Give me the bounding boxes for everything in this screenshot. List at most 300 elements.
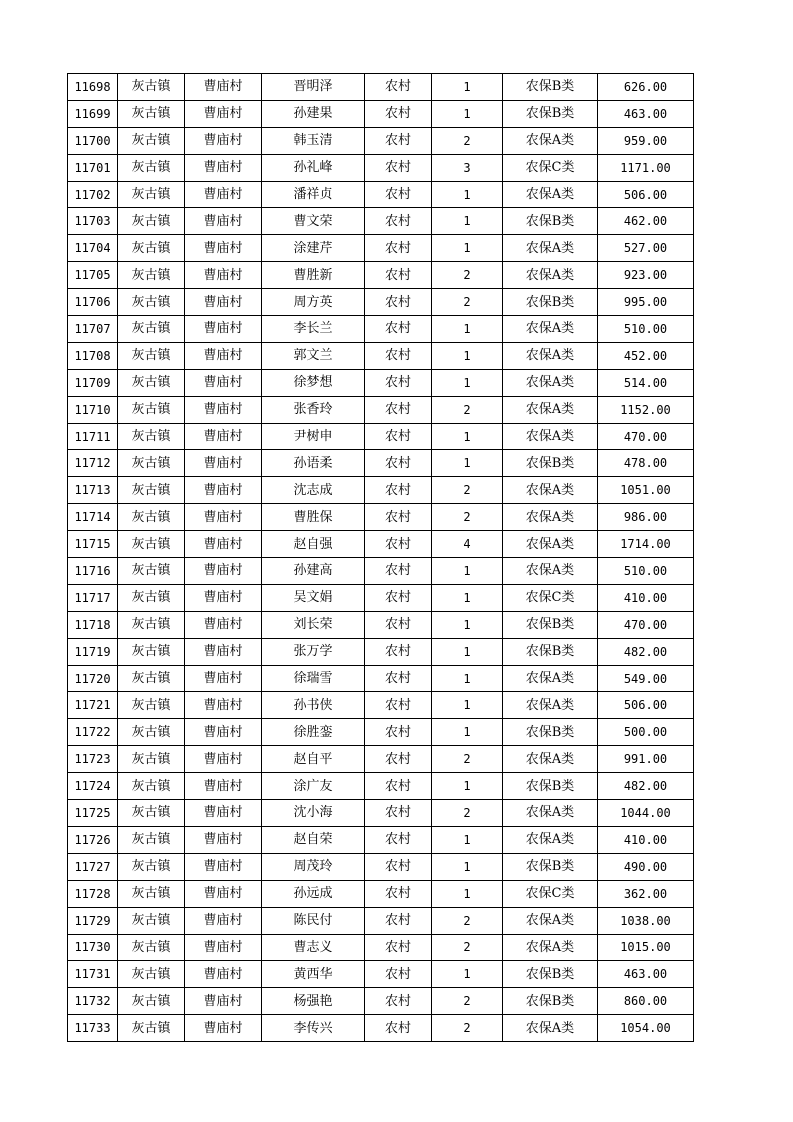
cell-village: 曹庙村: [185, 423, 262, 450]
cell-name: 周方英: [262, 289, 365, 316]
cell-town: 灰古镇: [118, 450, 185, 477]
cell-record-id: 11733: [68, 1015, 118, 1042]
cell-amount: 506.00: [598, 181, 694, 208]
cell-area-type: 农村: [365, 934, 432, 961]
cell-name: 刘长荣: [262, 611, 365, 638]
cell-area-type: 农村: [365, 396, 432, 423]
table-row: [68, 127, 694, 154]
cell-area-type: 农村: [365, 504, 432, 531]
cell-household-count: 1: [432, 665, 503, 692]
cell-record-id: 11725: [68, 800, 118, 827]
cell-area-type: 农村: [365, 531, 432, 558]
cell-town: 灰古镇: [118, 262, 185, 289]
cell-household-count: 2: [432, 1015, 503, 1042]
cell-insurance-category: 农保A类: [503, 369, 598, 396]
cell-amount: 500.00: [598, 719, 694, 746]
cell-area-type: 农村: [365, 316, 432, 343]
cell-village: 曹庙村: [185, 907, 262, 934]
cell-record-id: 11713: [68, 477, 118, 504]
cell-village: 曹庙村: [185, 342, 262, 369]
cell-village: 曹庙村: [185, 719, 262, 746]
cell-amount: 1051.00: [598, 477, 694, 504]
cell-record-id: 11723: [68, 746, 118, 773]
table-row: [68, 477, 694, 504]
table-row: [68, 289, 694, 316]
cell-town: 灰古镇: [118, 826, 185, 853]
cell-area-type: 农村: [365, 342, 432, 369]
cell-town: 灰古镇: [118, 558, 185, 585]
cell-record-id: 11702: [68, 181, 118, 208]
cell-village: 曹庙村: [185, 450, 262, 477]
cell-village: 曹庙村: [185, 934, 262, 961]
cell-record-id: 11724: [68, 773, 118, 800]
cell-record-id: 11698: [68, 74, 118, 101]
cell-household-count: 1: [432, 316, 503, 343]
cell-household-count: 4: [432, 531, 503, 558]
cell-area-type: 农村: [365, 100, 432, 127]
cell-name: 孙礼峰: [262, 154, 365, 181]
table-row: [68, 74, 694, 101]
cell-household-count: 1: [432, 638, 503, 665]
cell-village: 曹庙村: [185, 181, 262, 208]
cell-name: 赵自平: [262, 746, 365, 773]
cell-insurance-category: 农保B类: [503, 961, 598, 988]
cell-name: 李传兴: [262, 1015, 365, 1042]
cell-village: 曹庙村: [185, 531, 262, 558]
cell-amount: 478.00: [598, 450, 694, 477]
table-row: [68, 100, 694, 127]
cell-town: 灰古镇: [118, 531, 185, 558]
cell-town: 灰古镇: [118, 746, 185, 773]
cell-household-count: 1: [432, 235, 503, 262]
cell-area-type: 农村: [365, 907, 432, 934]
cell-name: 孙远成: [262, 880, 365, 907]
cell-name: 沈小海: [262, 800, 365, 827]
cell-insurance-category: 农保A类: [503, 746, 598, 773]
cell-amount: 452.00: [598, 342, 694, 369]
cell-household-count: 1: [432, 719, 503, 746]
cell-village: 曹庙村: [185, 853, 262, 880]
cell-town: 灰古镇: [118, 477, 185, 504]
cell-insurance-category: 农保A类: [503, 423, 598, 450]
cell-household-count: 2: [432, 800, 503, 827]
table-row: [68, 907, 694, 934]
cell-amount: 490.00: [598, 853, 694, 880]
cell-household-count: 3: [432, 154, 503, 181]
cell-household-count: 2: [432, 988, 503, 1015]
table-row: [68, 611, 694, 638]
cell-area-type: 农村: [365, 423, 432, 450]
cell-insurance-category: 农保A类: [503, 262, 598, 289]
cell-town: 灰古镇: [118, 100, 185, 127]
cell-household-count: 1: [432, 584, 503, 611]
cell-record-id: 11711: [68, 423, 118, 450]
cell-household-count: 1: [432, 74, 503, 101]
cell-town: 灰古镇: [118, 181, 185, 208]
cell-name: 徐胜銮: [262, 719, 365, 746]
table-row: [68, 800, 694, 827]
cell-area-type: 农村: [365, 181, 432, 208]
cell-insurance-category: 农保B类: [503, 74, 598, 101]
cell-amount: 1038.00: [598, 907, 694, 934]
cell-town: 灰古镇: [118, 773, 185, 800]
cell-amount: 510.00: [598, 558, 694, 585]
cell-amount: 514.00: [598, 369, 694, 396]
cell-town: 灰古镇: [118, 611, 185, 638]
cell-town: 灰古镇: [118, 665, 185, 692]
cell-name: 杨强艳: [262, 988, 365, 1015]
cell-insurance-category: 农保B类: [503, 611, 598, 638]
cell-area-type: 农村: [365, 74, 432, 101]
cell-record-id: 11715: [68, 531, 118, 558]
cell-amount: 923.00: [598, 262, 694, 289]
cell-area-type: 农村: [365, 127, 432, 154]
cell-name: 吴文娟: [262, 584, 365, 611]
cell-amount: 462.00: [598, 208, 694, 235]
cell-area-type: 农村: [365, 289, 432, 316]
cell-record-id: 11706: [68, 289, 118, 316]
cell-area-type: 农村: [365, 1015, 432, 1042]
cell-household-count: 1: [432, 558, 503, 585]
cell-village: 曹庙村: [185, 800, 262, 827]
cell-household-count: 2: [432, 746, 503, 773]
cell-town: 灰古镇: [118, 396, 185, 423]
cell-insurance-category: 农保C类: [503, 154, 598, 181]
cell-village: 曹庙村: [185, 369, 262, 396]
cell-area-type: 农村: [365, 638, 432, 665]
cell-town: 灰古镇: [118, 369, 185, 396]
cell-amount: 410.00: [598, 826, 694, 853]
cell-area-type: 农村: [365, 208, 432, 235]
cell-name: 潘祥贞: [262, 181, 365, 208]
cell-record-id: 11732: [68, 988, 118, 1015]
cell-record-id: 11714: [68, 504, 118, 531]
cell-household-count: 1: [432, 961, 503, 988]
cell-area-type: 农村: [365, 450, 432, 477]
cell-insurance-category: 农保C类: [503, 584, 598, 611]
cell-village: 曹庙村: [185, 773, 262, 800]
table-row: [68, 773, 694, 800]
cell-record-id: 11716: [68, 558, 118, 585]
table-row: [68, 181, 694, 208]
cell-name: 张香玲: [262, 396, 365, 423]
cell-name: 孙语柔: [262, 450, 365, 477]
cell-household-count: 1: [432, 692, 503, 719]
cell-name: 黄西华: [262, 961, 365, 988]
cell-household-count: 1: [432, 100, 503, 127]
cell-town: 灰古镇: [118, 74, 185, 101]
cell-insurance-category: 农保A类: [503, 127, 598, 154]
table-row: [68, 961, 694, 988]
cell-town: 灰古镇: [118, 880, 185, 907]
cell-household-count: 2: [432, 934, 503, 961]
cell-village: 曹庙村: [185, 127, 262, 154]
cell-household-count: 2: [432, 396, 503, 423]
cell-town: 灰古镇: [118, 934, 185, 961]
cell-area-type: 农村: [365, 853, 432, 880]
cell-amount: 470.00: [598, 423, 694, 450]
cell-town: 灰古镇: [118, 692, 185, 719]
table-row: [68, 262, 694, 289]
cell-amount: 463.00: [598, 961, 694, 988]
cell-village: 曹庙村: [185, 1015, 262, 1042]
table-row: [68, 531, 694, 558]
cell-area-type: 农村: [365, 880, 432, 907]
cell-village: 曹庙村: [185, 235, 262, 262]
cell-village: 曹庙村: [185, 665, 262, 692]
cell-amount: 986.00: [598, 504, 694, 531]
cell-village: 曹庙村: [185, 477, 262, 504]
cell-name: 涂建芹: [262, 235, 365, 262]
cell-area-type: 农村: [365, 719, 432, 746]
cell-town: 灰古镇: [118, 853, 185, 880]
cell-record-id: 11729: [68, 907, 118, 934]
cell-record-id: 11727: [68, 853, 118, 880]
cell-name: 孙建高: [262, 558, 365, 585]
table-row: [68, 558, 694, 585]
cell-amount: 1044.00: [598, 800, 694, 827]
cell-village: 曹庙村: [185, 208, 262, 235]
cell-name: 沈志成: [262, 477, 365, 504]
cell-area-type: 农村: [365, 154, 432, 181]
table-row: [68, 154, 694, 181]
cell-insurance-category: 农保B类: [503, 638, 598, 665]
cell-town: 灰古镇: [118, 289, 185, 316]
cell-village: 曹庙村: [185, 396, 262, 423]
table-row: [68, 719, 694, 746]
cell-record-id: 11708: [68, 342, 118, 369]
cell-record-id: 11704: [68, 235, 118, 262]
cell-village: 曹庙村: [185, 504, 262, 531]
cell-household-count: 1: [432, 611, 503, 638]
cell-record-id: 11717: [68, 584, 118, 611]
table-row: [68, 665, 694, 692]
cell-name: 韩玉清: [262, 127, 365, 154]
table-row: [68, 369, 694, 396]
cell-area-type: 农村: [365, 611, 432, 638]
table-row: [68, 423, 694, 450]
cell-town: 灰古镇: [118, 342, 185, 369]
cell-insurance-category: 农保A类: [503, 504, 598, 531]
cell-household-count: 2: [432, 289, 503, 316]
table-row: [68, 235, 694, 262]
cell-town: 灰古镇: [118, 504, 185, 531]
cell-amount: 506.00: [598, 692, 694, 719]
cell-amount: 860.00: [598, 988, 694, 1015]
cell-insurance-category: 农保A类: [503, 665, 598, 692]
cell-household-count: 2: [432, 127, 503, 154]
cell-area-type: 农村: [365, 988, 432, 1015]
cell-town: 灰古镇: [118, 316, 185, 343]
cell-record-id: 11730: [68, 934, 118, 961]
cell-record-id: 11705: [68, 262, 118, 289]
cell-amount: 959.00: [598, 127, 694, 154]
cell-name: 曹志义: [262, 934, 365, 961]
cell-record-id: 11722: [68, 719, 118, 746]
cell-name: 赵自强: [262, 531, 365, 558]
cell-amount: 1714.00: [598, 531, 694, 558]
cell-village: 曹庙村: [185, 154, 262, 181]
table-row: [68, 584, 694, 611]
table-row: [68, 934, 694, 961]
table-row: [68, 396, 694, 423]
cell-insurance-category: 农保A类: [503, 235, 598, 262]
cell-name: 徐瑞雪: [262, 665, 365, 692]
cell-household-count: 1: [432, 423, 503, 450]
cell-record-id: 11731: [68, 961, 118, 988]
cell-record-id: 11712: [68, 450, 118, 477]
cell-name: 周茂玲: [262, 853, 365, 880]
cell-record-id: 11699: [68, 100, 118, 127]
cell-area-type: 农村: [365, 800, 432, 827]
cell-area-type: 农村: [365, 584, 432, 611]
cell-household-count: 2: [432, 504, 503, 531]
cell-record-id: 11710: [68, 396, 118, 423]
cell-household-count: 1: [432, 880, 503, 907]
table-row: [68, 342, 694, 369]
cell-name: 尹树申: [262, 423, 365, 450]
cell-amount: 510.00: [598, 316, 694, 343]
cell-area-type: 农村: [365, 826, 432, 853]
data-table: [67, 73, 694, 1042]
cell-record-id: 11707: [68, 316, 118, 343]
cell-record-id: 11728: [68, 880, 118, 907]
cell-record-id: 11703: [68, 208, 118, 235]
cell-insurance-category: 农保A类: [503, 342, 598, 369]
table-row: [68, 988, 694, 1015]
cell-name: 李长兰: [262, 316, 365, 343]
cell-household-count: 1: [432, 853, 503, 880]
cell-village: 曹庙村: [185, 638, 262, 665]
cell-insurance-category: 农保A类: [503, 934, 598, 961]
cell-name: 孙建果: [262, 100, 365, 127]
cell-record-id: 11718: [68, 611, 118, 638]
cell-area-type: 农村: [365, 665, 432, 692]
cell-village: 曹庙村: [185, 611, 262, 638]
cell-name: 徐梦想: [262, 369, 365, 396]
cell-amount: 991.00: [598, 746, 694, 773]
cell-name: 赵自荣: [262, 826, 365, 853]
cell-amount: 626.00: [598, 74, 694, 101]
cell-name: 陈民付: [262, 907, 365, 934]
cell-town: 灰古镇: [118, 423, 185, 450]
table-row: [68, 1015, 694, 1042]
cell-amount: 463.00: [598, 100, 694, 127]
cell-area-type: 农村: [365, 235, 432, 262]
cell-insurance-category: 农保B类: [503, 719, 598, 746]
cell-insurance-category: 农保A类: [503, 1015, 598, 1042]
cell-town: 灰古镇: [118, 154, 185, 181]
cell-household-count: 2: [432, 262, 503, 289]
cell-record-id: 11701: [68, 154, 118, 181]
cell-village: 曹庙村: [185, 692, 262, 719]
cell-area-type: 农村: [365, 746, 432, 773]
cell-town: 灰古镇: [118, 907, 185, 934]
cell-record-id: 11720: [68, 665, 118, 692]
cell-town: 灰古镇: [118, 1015, 185, 1042]
cell-town: 灰古镇: [118, 208, 185, 235]
cell-insurance-category: 农保A类: [503, 907, 598, 934]
cell-area-type: 农村: [365, 262, 432, 289]
cell-insurance-category: 农保C类: [503, 880, 598, 907]
cell-village: 曹庙村: [185, 961, 262, 988]
cell-village: 曹庙村: [185, 584, 262, 611]
cell-insurance-category: 农保B类: [503, 450, 598, 477]
cell-town: 灰古镇: [118, 127, 185, 154]
table-row: [68, 638, 694, 665]
table-row: [68, 450, 694, 477]
cell-village: 曹庙村: [185, 289, 262, 316]
cell-record-id: 11721: [68, 692, 118, 719]
cell-household-count: 1: [432, 826, 503, 853]
table-body: [68, 74, 694, 1042]
cell-household-count: 1: [432, 208, 503, 235]
table-row: [68, 208, 694, 235]
cell-insurance-category: 农保A类: [503, 531, 598, 558]
cell-village: 曹庙村: [185, 262, 262, 289]
cell-town: 灰古镇: [118, 235, 185, 262]
cell-household-count: 1: [432, 181, 503, 208]
cell-amount: 549.00: [598, 665, 694, 692]
cell-record-id: 11719: [68, 638, 118, 665]
cell-insurance-category: 农保B类: [503, 208, 598, 235]
cell-amount: 1152.00: [598, 396, 694, 423]
cell-insurance-category: 农保B类: [503, 100, 598, 127]
table-row: [68, 504, 694, 531]
cell-amount: 362.00: [598, 880, 694, 907]
cell-insurance-category: 农保B类: [503, 853, 598, 880]
cell-household-count: 1: [432, 450, 503, 477]
cell-village: 曹庙村: [185, 880, 262, 907]
cell-name: 曹胜保: [262, 504, 365, 531]
cell-insurance-category: 农保A类: [503, 558, 598, 585]
cell-village: 曹庙村: [185, 826, 262, 853]
cell-insurance-category: 农保B类: [503, 773, 598, 800]
cell-town: 灰古镇: [118, 988, 185, 1015]
cell-insurance-category: 农保A类: [503, 692, 598, 719]
cell-insurance-category: 农保B类: [503, 988, 598, 1015]
cell-household-count: 1: [432, 773, 503, 800]
cell-amount: 1171.00: [598, 154, 694, 181]
cell-amount: 482.00: [598, 638, 694, 665]
cell-insurance-category: 农保A类: [503, 181, 598, 208]
cell-amount: 527.00: [598, 235, 694, 262]
cell-town: 灰古镇: [118, 719, 185, 746]
cell-amount: 410.00: [598, 584, 694, 611]
cell-insurance-category: 农保A类: [503, 477, 598, 504]
cell-name: 郭文兰: [262, 342, 365, 369]
cell-village: 曹庙村: [185, 100, 262, 127]
cell-area-type: 农村: [365, 961, 432, 988]
cell-household-count: 1: [432, 369, 503, 396]
cell-name: 张万学: [262, 638, 365, 665]
cell-area-type: 农村: [365, 773, 432, 800]
cell-amount: 1015.00: [598, 934, 694, 961]
cell-amount: 470.00: [598, 611, 694, 638]
table-row: [68, 692, 694, 719]
cell-amount: 482.00: [598, 773, 694, 800]
cell-name: 曹胜新: [262, 262, 365, 289]
cell-amount: 995.00: [598, 289, 694, 316]
cell-amount: 1054.00: [598, 1015, 694, 1042]
cell-village: 曹庙村: [185, 74, 262, 101]
cell-name: 晋明泽: [262, 74, 365, 101]
table-row: [68, 853, 694, 880]
cell-area-type: 农村: [365, 692, 432, 719]
cell-town: 灰古镇: [118, 638, 185, 665]
cell-village: 曹庙村: [185, 988, 262, 1015]
cell-record-id: 11709: [68, 369, 118, 396]
